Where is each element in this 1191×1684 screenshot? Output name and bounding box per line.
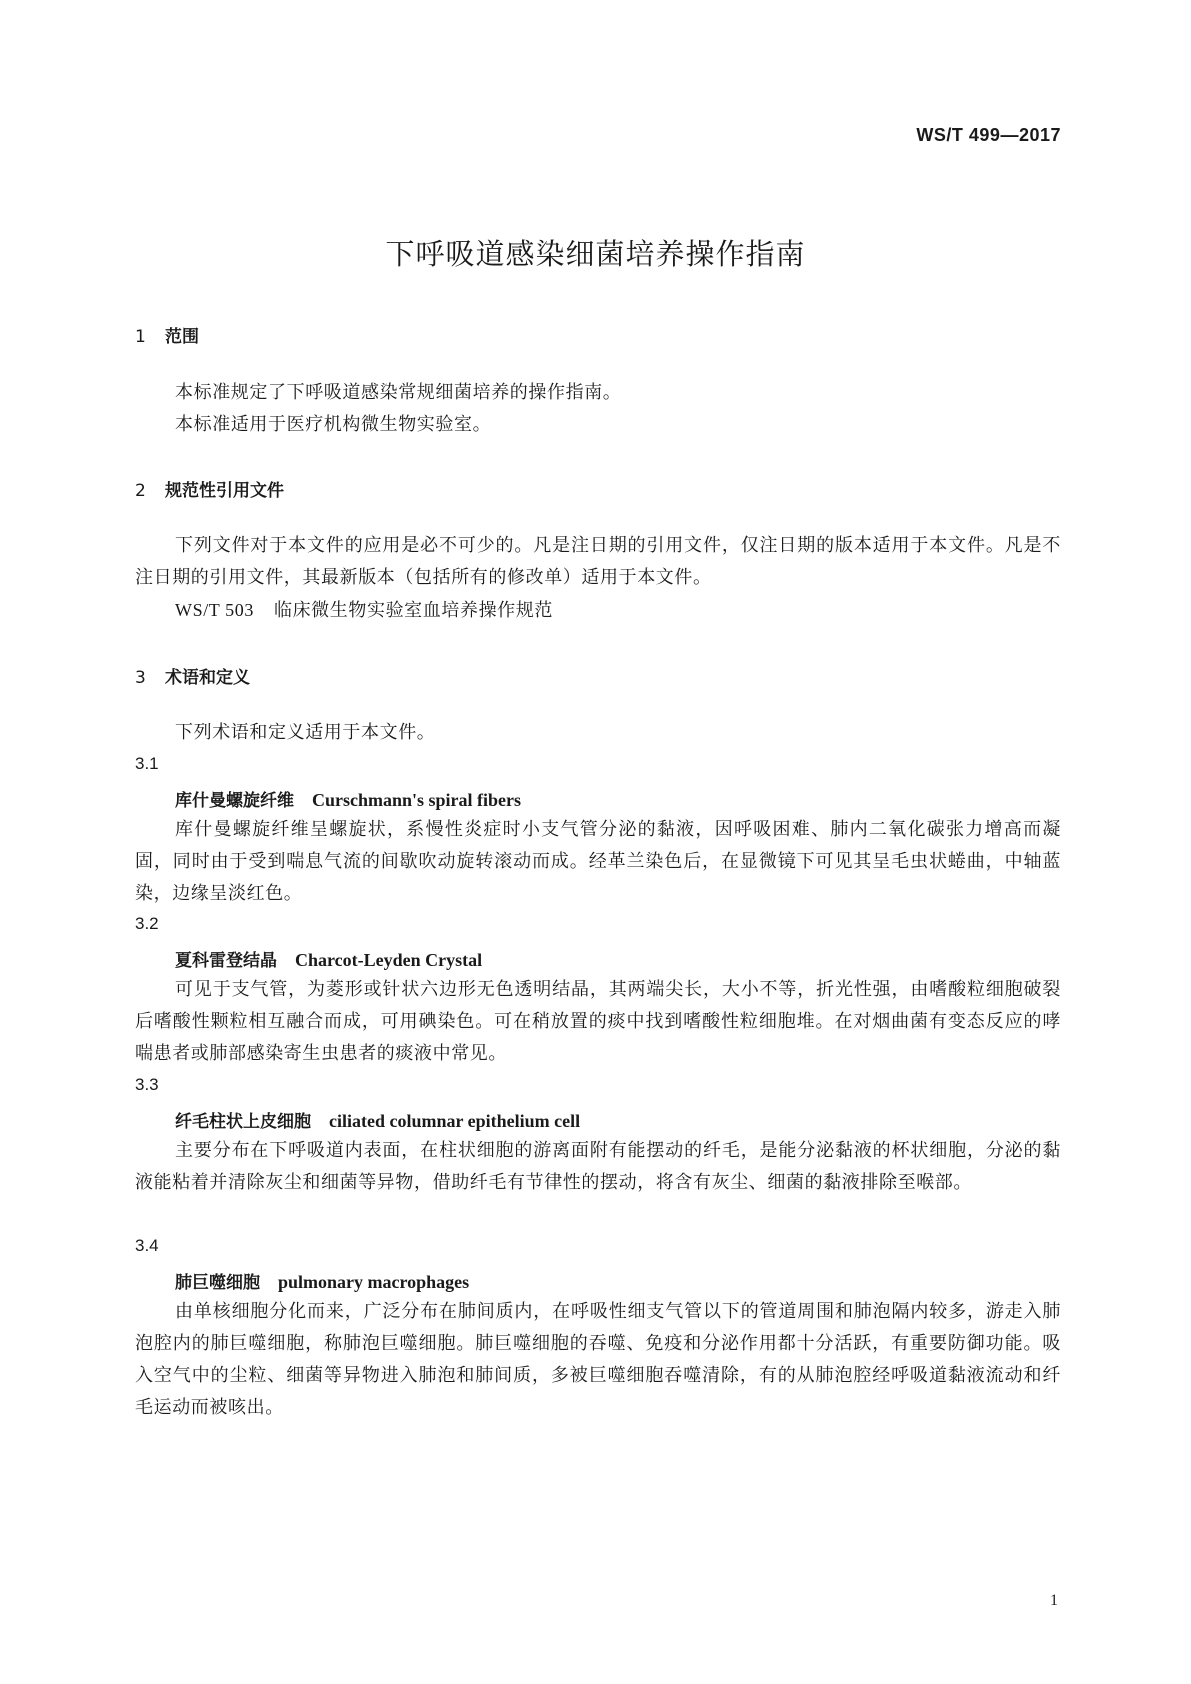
term-name-zh: 夏科雷登结晶 (175, 951, 277, 971)
section-heading-terms-and-definitions (135, 663, 250, 688)
term-title (175, 1107, 580, 1132)
term-name-zh: 库什曼螺旋纤维 (175, 791, 294, 811)
term-number: 3.4 (135, 1236, 159, 1255)
term-name-en: Curschmann's spiral fibers (312, 790, 522, 810)
paragraph: 本标准适用于医疗机构微生物实验室。 (175, 414, 492, 435)
section-heading-scope (135, 322, 199, 347)
term-name-en: pulmonary macrophages (278, 1272, 470, 1292)
section-number: 1 (135, 327, 146, 347)
section-number: 3 (135, 668, 146, 688)
term-name-zh: 肺巨噬细胞 (175, 1273, 260, 1293)
term-definition: 由单核细胞分化而来，广泛分布在肺间质内，在呼吸性细支气管以下的管道周围和肺泡隔内较多，游走入肺泡腔内的肺巨噬细胞，称肺泡巨噬细胞。肺巨噬细胞的吞噬、免疫和分泌作用都十分活跃，有重要防御功能。吸入空气中的尘粒、细菌等异物进入肺泡和肺间质，多被巨噬细胞吞噬清除，有的从肺泡腔经呼吸道黏液流动和纤毛运动而被咳出。 (135, 1301, 1061, 1418)
term-definition: 可见于支气管，为菱形或针状六边形无色透明结晶，其两端尖长，大小不等，折光性强，由嗜酸粒细胞破裂后嗜酸性颗粒相互融合而成，可用碘染色。可在稍放置的痰中找到嗜酸性粒细胞堆。在对烟曲菌有变态反应的哮喘患者或肺部感染寄生虫患者的痰液中常见。 (135, 979, 1061, 1064)
reference-code: WS/T 503 (175, 600, 254, 620)
term-name-en: Charcot-Leyden Crystal (295, 950, 483, 970)
term-definition: 主要分布在下呼吸道内表面，在柱状细胞的游离面附有能摆动的纤毛，是能分泌黏液的杯状细胞，分泌的黏液能粘着并清除灰尘和细菌等异物，借助纤毛有节律性的摆动，将含有灰尘、细菌的黏液排除至喉部。 (135, 1140, 1061, 1193)
reference-entry (175, 596, 553, 622)
term-number: 3.2 (135, 914, 159, 933)
term-title (175, 946, 482, 971)
paragraph: 下列术语和定义适用于本文件。 (175, 722, 436, 743)
term-title (175, 1268, 469, 1293)
section-title: 范围 (165, 327, 199, 347)
paragraph: 本标准规定了下呼吸道感染常规细菌培养的操作指南。 (175, 382, 622, 403)
section-heading-normative-references (135, 476, 284, 501)
reference-title: 临床微生物实验室血培养操作规范 (273, 600, 553, 621)
document-title: 下呼吸道感染细菌培养操作指南 (385, 237, 806, 271)
section-title: 术语和定义 (165, 668, 250, 688)
term-definition: 库什曼螺旋纤维呈螺旋状，系慢性炎症时小支气管分泌的黏液，因呼吸困难、肺内二氧化碳张力增高而凝固，同时由于受到喘息气流的间歇吹动旋转滚动而成。经革兰染色后，在显微镜下可见其呈毛虫状蜷曲，中轴蓝染，边缘呈淡红色。 (135, 819, 1061, 904)
term-name-en: ciliated columnar epithelium cell (329, 1111, 581, 1131)
term-number: 3.3 (135, 1075, 159, 1094)
term-title (175, 786, 521, 811)
section-title: 规范性引用文件 (165, 481, 284, 501)
term-name-zh: 纤毛柱状上皮细胞 (175, 1112, 311, 1132)
section-number: 2 (135, 481, 146, 501)
paragraph: 下列文件对于本文件的应用是必不可少的。凡是注日期的引用文件，仅注日期的版本适用于本文件。凡是不注日期的引用文件，其最新版本（包括所有的修改单）适用于本文件。 (135, 535, 1061, 588)
standard-code: WS/T 499—2017 (916, 125, 1061, 145)
page-number: 1 (1050, 1592, 1058, 1609)
term-number: 3.1 (135, 754, 159, 773)
